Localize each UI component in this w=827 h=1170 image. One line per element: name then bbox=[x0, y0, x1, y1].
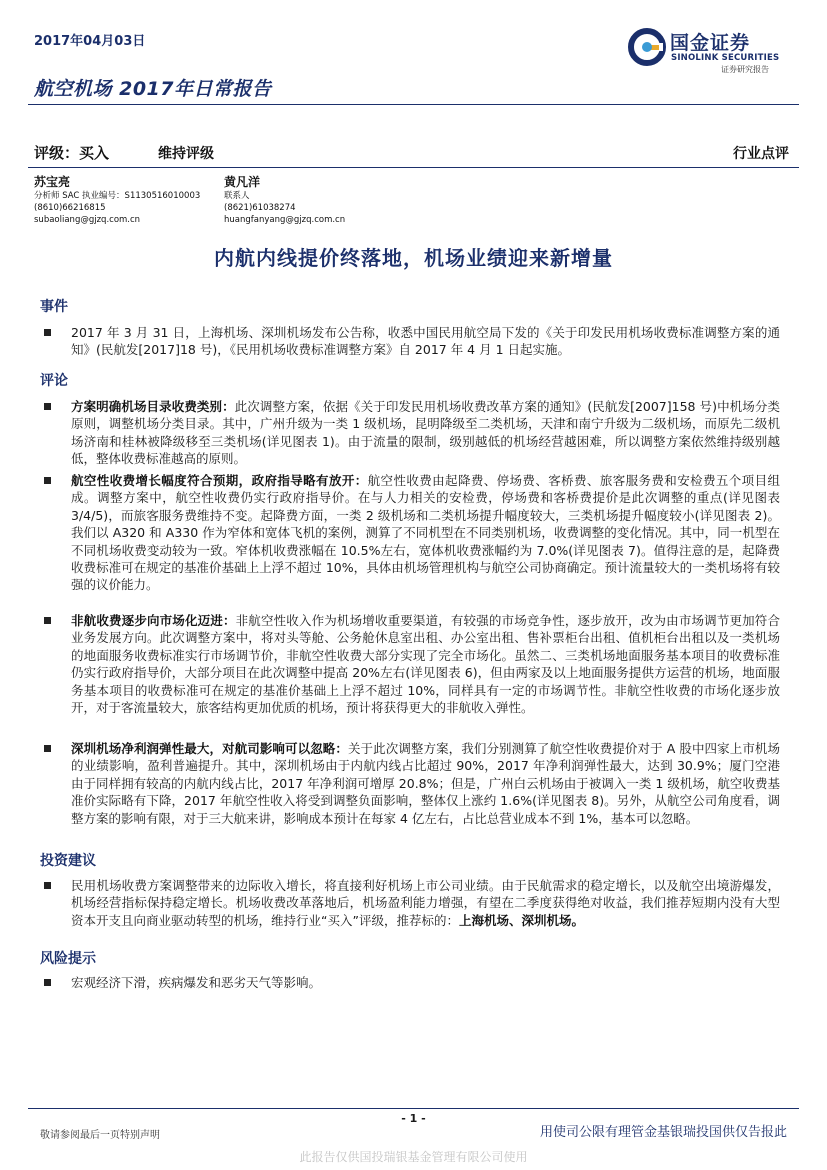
comment-text: 关于此次调整方案，我们分别测算了航空性收费提价对于 A 股中四家上市机场的业绩影响，盈利普遍提升。其中，深圳机场由于内航内线占比超过 90%，2017 年净利润弹性最大，达到 30.9%；厦门空港由于同样拥有较高的内航内线占比，2017 年净利润可增厚 20.8%；但是，广州白云机场由于被调入一类 1 级机场，航空收费基准价实际略有下降，2017 年航空性收入将受到调整负面影响，整体仅上涨约 1.6%(详见图表 8)。另外，从航空公司角度看，调整方案的影响有限，对于三大航来讲，影响成本预计在每家 4 亿左右，占比总营业成本不到 1%，基本可以忽略。 bbox=[71, 741, 780, 826]
author-email[interactable]: subaoliang@gjzq.com.cn bbox=[34, 215, 141, 225]
footer-divider bbox=[28, 1108, 799, 1109]
event-paragraph bbox=[44, 324, 780, 359]
comment-paragraph bbox=[44, 472, 780, 594]
comment-paragraph bbox=[44, 398, 780, 468]
section-heading-event: 事件 bbox=[40, 299, 68, 315]
author-name: 苏宝亮 bbox=[34, 175, 71, 189]
author-email[interactable]: huangfanyang@gjzq.com.cn bbox=[224, 215, 346, 225]
footer-disclaimer: 敬请参阅最后一页特别声明 bbox=[40, 1130, 160, 1141]
section-heading-risk: 风险提示 bbox=[40, 951, 96, 967]
page-number: - 1 - bbox=[401, 1112, 426, 1125]
report-series-title: 航空机场 2017年日常报告 bbox=[34, 78, 272, 100]
rating-divider bbox=[28, 167, 799, 168]
logo-subtitle: 证券研究报告 bbox=[721, 65, 769, 74]
bullet-square-icon bbox=[44, 403, 51, 410]
logo-english-name: SINOLINK SECURITIES bbox=[671, 53, 780, 63]
risk-text: 宏观经济下滑，疾病爆发和恶劣天气等影响。 bbox=[71, 975, 322, 990]
rating-bar bbox=[34, 142, 789, 166]
author-role: 联系人 bbox=[224, 191, 250, 201]
bullet-square-icon bbox=[44, 477, 51, 484]
comment-lead: 非航收费逐步向市场化迈进： bbox=[71, 613, 236, 628]
company-logo bbox=[628, 26, 798, 74]
author-phone: (8610)66216815 bbox=[34, 203, 106, 213]
watermark: 此报告仅供国投瑞银基金管理有限公司使用 bbox=[299, 1150, 528, 1164]
comment-text: 非航空性收入作为机场增收重要渠道，有较强的市场竞争性，逐步放开，改为由市场调节更加符合业务发展方向。此次调整方案中，将对头等舱、公务舱休息室出租、办公室出租、售补票柜台出租、值机柜台出租以及一类机场的地面服务收费标准实行市场调节价，非航空性收费大部分实现了完全市场化。虽然二、三类机场地面服务基本项目的收费标准仍实行政府指导价，大部分项目在此次调整中提高 20%左右(详见图表 6)，但由两家及以上地面服务提供方运营的机场，地面服务基本项目的收费标准可在规定的基准价基础上上浮不超过 10%，同样具有一定的市场调节性。非航空性收费的市场化逐步放开，对于客流量较大，旅客结构更加优质的机场，预计将获得更大的非航收入弹性。 bbox=[71, 613, 780, 716]
bullet-square-icon bbox=[44, 745, 51, 752]
rating-label: 评级：买入 bbox=[34, 144, 110, 162]
comment-lead: 深圳机场净利润弹性最大，对航司影响可以忽略： bbox=[71, 741, 348, 756]
report-date: 2017年04月03日 bbox=[34, 34, 146, 49]
author-card bbox=[224, 177, 345, 226]
bullet-square-icon bbox=[44, 329, 51, 336]
comment-paragraph bbox=[44, 612, 780, 716]
bullet-square-icon bbox=[44, 617, 51, 624]
comment-lead: 方案明确机场目录收费类别： bbox=[71, 399, 235, 414]
header-divider bbox=[28, 104, 799, 105]
author-name: 黄凡洋 bbox=[224, 175, 261, 189]
advice-picks: 上海机场、深圳机场。 bbox=[458, 912, 584, 928]
sinolink-logo-icon bbox=[628, 28, 666, 66]
author-phone: (8621)61038274 bbox=[224, 203, 296, 213]
author-card bbox=[34, 177, 200, 226]
comment-text: 航空性收费由起降费、停场费、客桥费、旅客服务费和安检费五个项目组成。调整方案中，航空性收费仍实行政府指导价。在与人力相关的安检费，停场费和客桥费提价是此次调整的重点(详见图表 3/4/5)，而旅客服务费维持不变。起降费方面，一类 2 级机场和二类机场提升幅度较大，三类机场提升幅度较小(详见图表 2)。我们以 A320 和 A330 作为窄体和宽体飞机的案例，测算了不同机型在不同类别机场，收费调整的变化情况。其中，同一机型在不同机场收费变动较为一致。窄体机收费涨幅在 10.5%左右，宽体机收费涨幅约为 7.0%(详见图表 7)。值得注意的是，起降费收费标准可在规定的基准价基础上上浮不超过 10%，具体由机场管理机构与航空公司协商确定。预计流量较大的一类机场将有较强的议价能力。 bbox=[71, 473, 780, 593]
bullet-square-icon bbox=[44, 882, 51, 889]
bullet-square-icon bbox=[44, 979, 51, 986]
author-role: 分析师 SAC 执业编号：S1130516010003 bbox=[34, 191, 201, 201]
section-heading-advice: 投资建议 bbox=[40, 853, 96, 869]
headline: 内航内线提价终落地，机场业绩迎来新增量 bbox=[214, 246, 613, 270]
rating-maintain: 维持评级 bbox=[158, 146, 214, 162]
advice-text: 民用机场收费方案调整带来的边际收入增长，将直接利好机场上市公司业绩。由于民航需求的稳定增长，以及航空出境游爆发，机场经营指标保持稳定增长。机场收费改革落地后，机场盈利能力增强，有望在二季度获得绝对收益，我们推荐短期内没有大型资本开支且向商业驱动转型的机场，维持行业“买入”评级，推荐标的： bbox=[71, 878, 780, 928]
event-text: 2017 年 3 月 31 日，上海机场、深圳机场发布公告称，收悉中国民用航空局下发的《关于印发民用机场收费标准调整方案的通知》(民航发[2017]18 号)，《民用机场收费标准调整方案》自 2017 年 4 月 1 日起实施。 bbox=[71, 325, 780, 358]
report-category: 行业点评 bbox=[733, 146, 789, 162]
logo-name: 国金证券 bbox=[670, 32, 751, 54]
comment-lead: 航空性收费增长幅度符合预期，政府指导略有放开： bbox=[71, 473, 368, 488]
section-heading-comment: 评论 bbox=[40, 373, 68, 389]
risk-paragraph bbox=[44, 974, 780, 991]
comment-paragraph bbox=[44, 740, 780, 827]
comment-text: 此次调整方案，依据《关于印发民用机场收费改革方案的通知》(民航发[2007]158 号)中机场分类原则，调整机场分类目录。其中，广州升级为一类 1 级机场，昆明降级至二类机场，天津和南宁升级为二级机场，而原先二级机场济南和桂林被降级移至三类机场(详见图表 1)。由于流量的限制，级别越低的机场经营越困难，所以调整方案依然维持级别越低，整体收费标准越高的原则。 bbox=[71, 399, 780, 467]
footer-right-text: 用使司公限有理管金基银瑞投国供仅告报此 bbox=[539, 1125, 787, 1140]
advice-paragraph bbox=[44, 877, 780, 929]
